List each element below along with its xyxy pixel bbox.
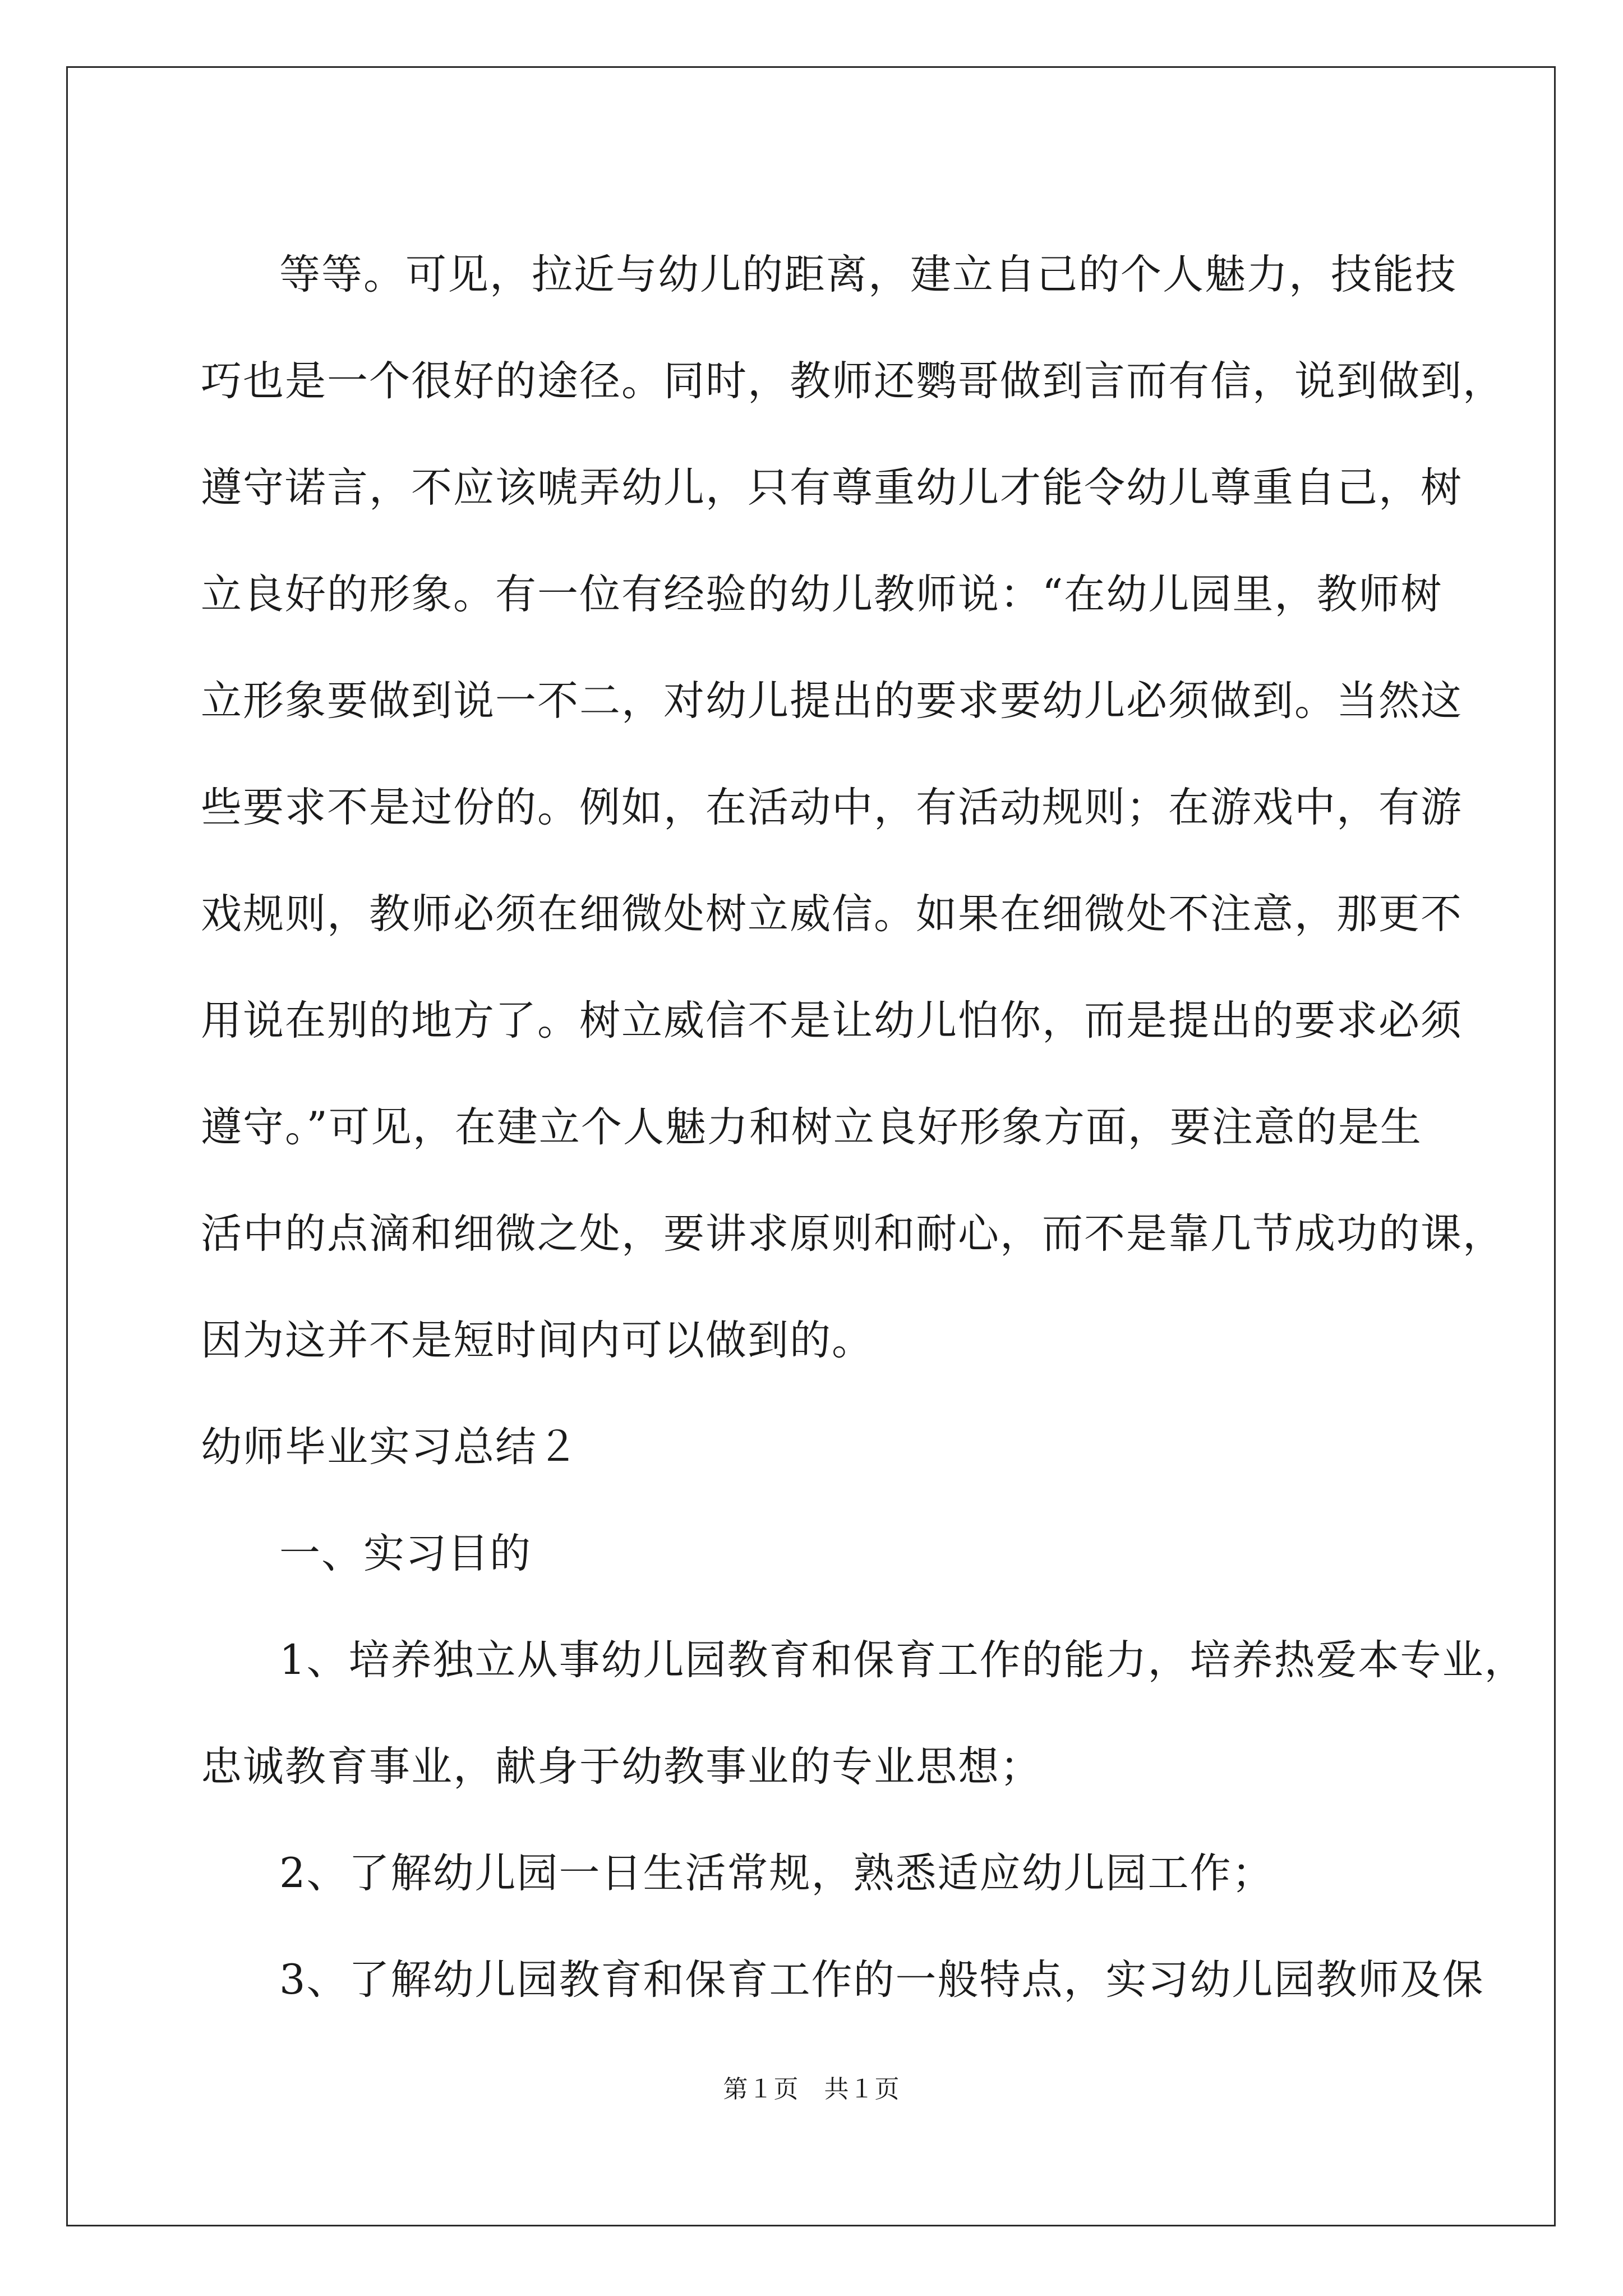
text-line: 因为这并不是短时间内可以做到的。 (201, 1317, 874, 1364)
list-item: 2、了解幼儿园一日生活常规，熟悉适应幼儿园工作； (279, 1849, 1274, 1897)
text-line: 些要求不是过份的。例如，在活动中，有活动规则；在游戏中，有游 (201, 784, 1463, 831)
list-item: 1、培养独立从事幼儿园教育和保育工作的能力，培养热爱本专业， (279, 1636, 1527, 1684)
text-line: 遵守。”可见，在建立个人魅力和树立良好形象方面，要注意的是生 (201, 1103, 1422, 1151)
text-line: 巧也是一个很好的途径。同时，教师还鹦哥做到言而有信，说到做到， (201, 357, 1505, 405)
text-line: 戏规则，教师必须在细微处树立威信。如果在细微处不注意，那更不 (201, 890, 1463, 938)
page-footer: 第１页 共１页 (723, 2075, 900, 2104)
text-line: 遵守诺言，不应该唬弄幼儿，只有尊重幼儿才能令幼儿尊重自己，树 (201, 464, 1463, 512)
list-item-continuation: 忠诚教育事业，献身于幼教事业的专业思想； (201, 1743, 1042, 1791)
text-line: 立形象要做到说一不二，对幼儿提出的要求要幼儿必须做到。当然这 (201, 677, 1463, 725)
text-line: 用说在别的地方了。树立威信不是让幼儿怕你，而是提出的要求必须 (201, 997, 1463, 1045)
text-line: 立良好的形象。有一位有经验的幼儿教师说：“在幼儿园里，教师树 (201, 570, 1443, 618)
section-heading: 幼师毕业实习总结２ (201, 1423, 579, 1471)
list-item: 3、了解幼儿园教育和保育工作的一般特点，实习幼儿园教师及保 (279, 1956, 1484, 2004)
text-line: 等等。可见，拉近与幼儿的距离，建立自己的个人魅力，技能技 (279, 251, 1457, 298)
subsection-heading: 一、实习目的 (279, 1530, 532, 1577)
text-line: 活中的点滴和细微之处，要讲求原则和耐心，而不是靠几节成功的课， (201, 1210, 1505, 1258)
document-body (201, 222, 1527, 2033)
